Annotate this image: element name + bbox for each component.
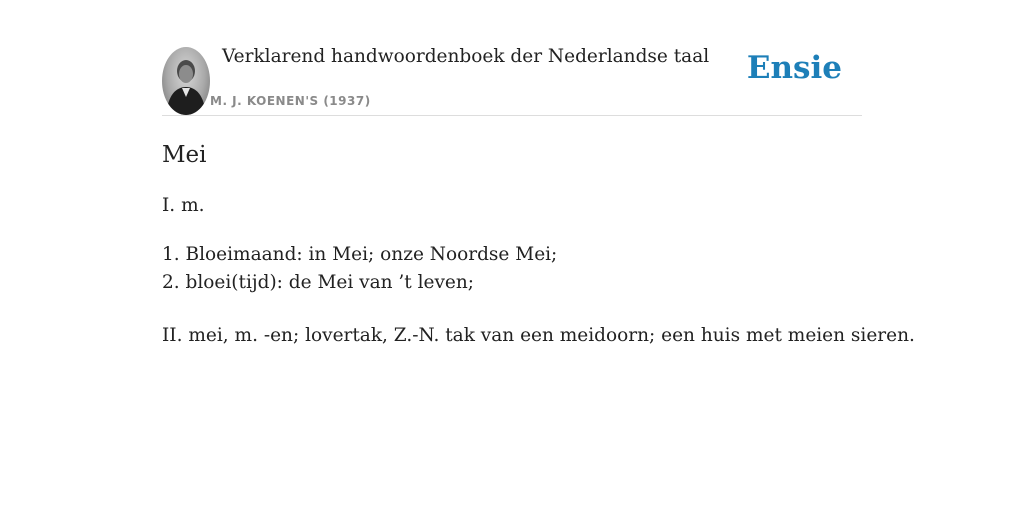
dictionary-title: Verklarend handwoordenboek der Nederlandse taal <box>222 46 710 67</box>
sense-2-text: II. mei, m. -en; lovertak, Z.-N. tak van een meidoorn; een huis met meien sieren. <box>162 325 915 346</box>
dictionary-header <box>162 40 862 116</box>
entry-headword: Mei <box>162 142 207 168</box>
author-portrait-icon <box>162 47 210 115</box>
dictionary-entry <box>162 140 915 346</box>
definition-item: 2. bloei(tijd): de Mei van ’t leven; <box>162 272 475 293</box>
sense-1-definitions <box>162 241 557 297</box>
definition-item: 1. Bloeimaand: in Mei; onze Noordse Mei; <box>162 244 558 265</box>
ensie-logo-link[interactable]: Ensie <box>746 50 842 86</box>
sense-1-label: I. m. <box>162 195 205 216</box>
dictionary-author: M. J. KOENEN'S (1937) <box>210 94 371 108</box>
